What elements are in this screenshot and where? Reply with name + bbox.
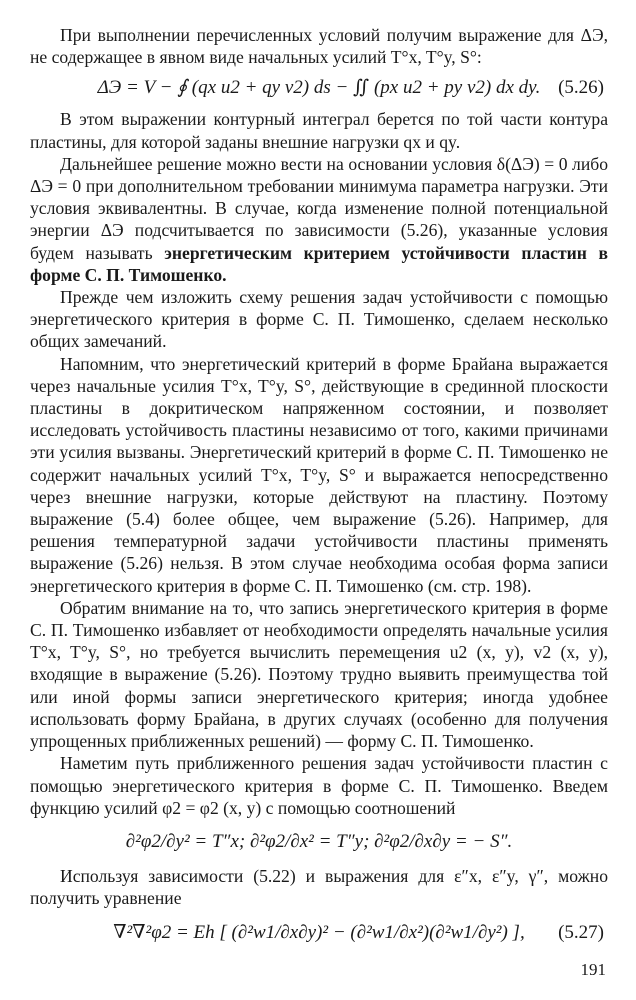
page-number: 191 — [580, 960, 606, 979]
paragraph-using: Используя зависимости (5.22) и выражения для ε″x, ε″y, γ″, можно получить уравнение — [30, 865, 608, 909]
equation-phi — [30, 819, 608, 865]
equation-5-26-number: (5.26) — [558, 77, 604, 99]
paragraph-approach: Наметим путь приближенного решения задач устойчивости пластин с помощью энергетического критерия в форме С. П. Тимошенко. Введем функцию усилий φ2 = φ2 (x, y) с помощью соотношений — [30, 753, 608, 818]
equation-5-27 — [30, 909, 608, 957]
paragraph-criterion-text: Дальнейшее решение можно вести на основании условия δ(ΔЭ) = 0 либо ΔЭ = 0 при дополнительном требовании минимума параметра нагрузки. Эти условия эквивалентны. В случае, когда изменение полной потенциальной энергии ΔЭ подсчитывается по зависимости (5.26), указанные условия будем называть — [30, 153, 608, 263]
equation-5-26 — [30, 68, 608, 108]
equation-5-26-body: ΔЭ = V − ∮ (qx u2 + qy v2) ds − ∬ (px u2 + py v2) dx dy. — [97, 77, 541, 99]
paragraph-attention: Обратим внимание на то, что запись энергетического критерия в форме С. П. Тимошенко избавляет от необходимости определять начальные усилия T°x, T°y, S°, но требуется вычислить перемещения u2 (x, y), v2 (x, y), входящие в выражение (5.26). Поэтому трудно выявить преимущества той или иной формы записи энергетического критерия; иногда удобнее использовать форму Брайана, в других случаях (особенно для получения упрощенных приближенных решений) — форму С. П. Тимошенко. — [30, 597, 608, 752]
criterion-definition: энергетическим критерием устойчивости пластин в форме С. П. Тимошенко. — [30, 242, 609, 285]
page-text — [30, 24, 608, 957]
paragraph-bryan: Напомним, что энергетический критерий в форме Брайана выражается через начальные усилия T°x, T°y, S°, действующие в срединной плоскости пластины в докритическом напряженном состоянии, и позволяет исследовать устойчивость пластины независимо от того, какими причинами эти усилия вызваны. Энергетический критерий в форме С. П. Тимошенко не содержит начальных усилий T°x, T°y, S° и выражается непосредственно через внешние нагрузки, которые действуют на пластину. Поэтому выражение (5.4) более общее, чем выражение (5.26). Например, для решения температурной задачи устойчивости пластины применять выражение (5.26) нельзя. В этом случае необходима особая форма записи энергетического критерия в форме С. П. Тимошенко (см. стр. 198). — [30, 353, 608, 596]
equation-5-27-body: ∇²∇²φ2 = Eh [ (∂²w1/∂x∂y)² − (∂²w1/∂x²)(∂²w1/∂y²) ], — [113, 922, 525, 944]
equation-phi-body: ∂²φ2/∂y² = T″x; ∂²φ2/∂x² = T″y; ∂²φ2/∂x∂y = − S″. — [125, 830, 513, 852]
paragraph-intro: При выполнении перечисленных условий получим выражение для ΔЭ, не содержащее в явном виде начальных усилий T°x, T°y, S°: — [30, 25, 608, 68]
equation-5-27-number: (5.27) — [558, 922, 604, 944]
paragraph-remarks: Прежде чем изложить схему решения задач устойчивости с помощью энергетического критерия в форме С. П. Тимошенко, сделаем несколько общих замечаний. — [30, 287, 608, 352]
paragraph-criterion — [30, 153, 608, 286]
paragraph-contour: В этом выражении контурный интеграл берется по той части контура пластины, для которой заданы внешние нагрузки qx и qy. — [30, 109, 608, 152]
